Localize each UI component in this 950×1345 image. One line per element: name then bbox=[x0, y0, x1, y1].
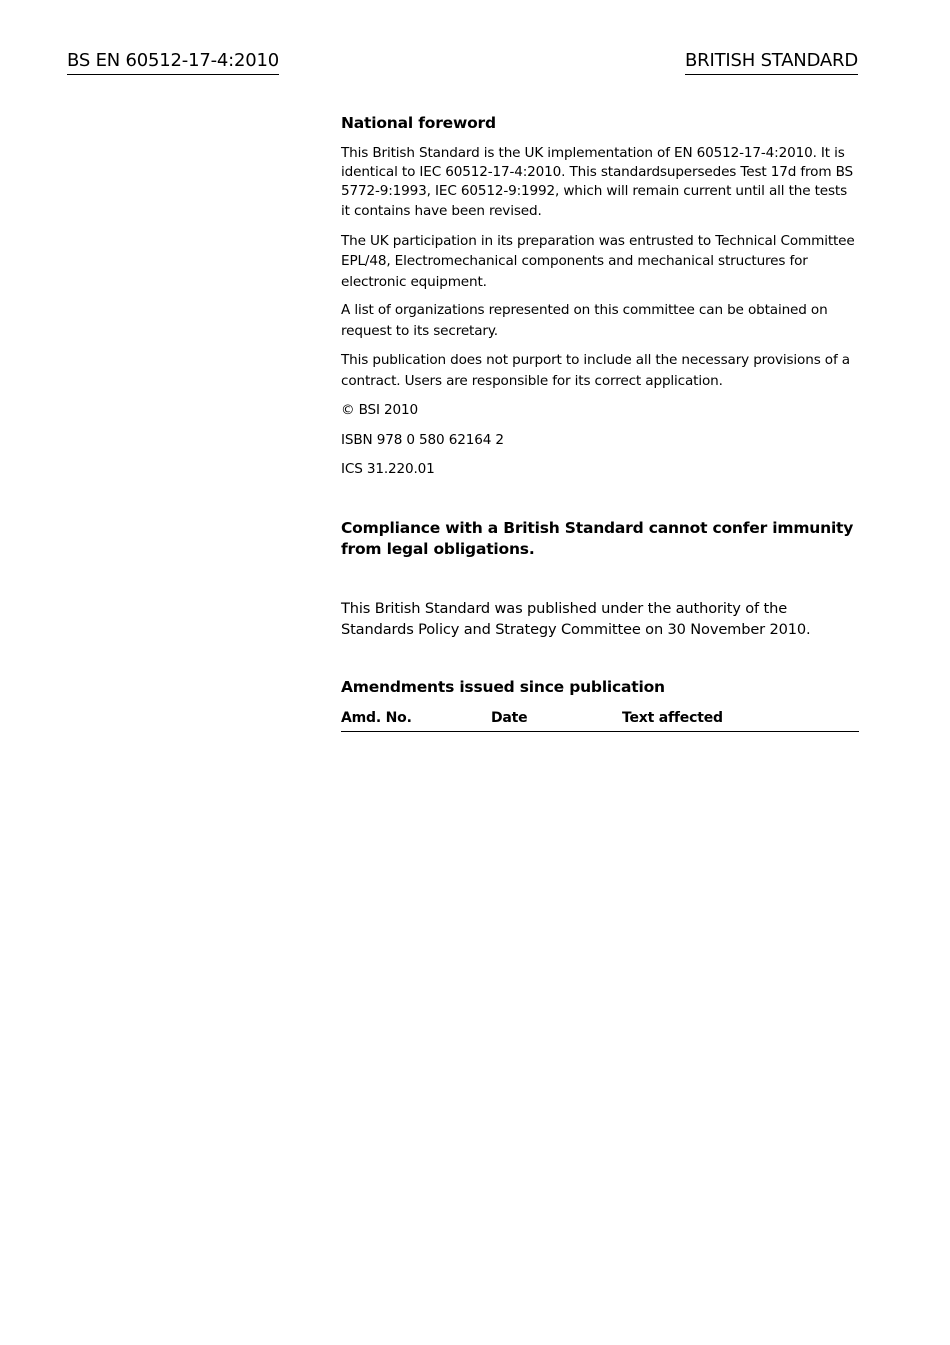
foreword-paragraph-4: This publication does not purport to include all the necessary provisions of a contract. Users are responsible for its correct application. bbox=[341, 352, 850, 389]
foreword-paragraph-2: The UK participation in its preparation was entrusted to Technical Committee EPL/48, Electromechanical components and mechanical structures for electronic equipment. bbox=[341, 232, 855, 290]
compliance-statement: Compliance with a British Standard cannot confer immunity from legal obligations. bbox=[341, 518, 854, 558]
isbn: ISBN 978 0 580 62164 2 bbox=[341, 431, 504, 448]
foreword-paragraph-1: This British Standard is the UK implementation of EN 60512-17-4:2010. It is identical to IEC 60512-17-4:2010. This standardsupersedes Test 17d from BS 5772-9:1993, IEC 60512-9:1992, which will remain current until all the tests it contains have been revised. bbox=[341, 145, 854, 219]
ics-code: ICS 31.220.01 bbox=[341, 461, 435, 478]
column-amd-no: Amd. No. bbox=[341, 709, 412, 726]
amendments-table-header bbox=[341, 707, 859, 732]
publication-note: This British Standard was published under the authority of the Standards Policy and Strategy Committee on 30 November 2010. bbox=[341, 599, 811, 638]
foreword-title: National foreword bbox=[341, 114, 496, 132]
copyright-notice: © BSI 2010 bbox=[341, 402, 419, 419]
column-text-affected: Text affected bbox=[622, 709, 723, 726]
foreword-paragraph-3: A list of organizations represented on this committee can be obtained on request to its secretary. bbox=[341, 302, 828, 339]
amendments-title: Amendments issued since publication bbox=[341, 677, 665, 696]
document-code: BS EN 60512-17-4:2010 bbox=[67, 49, 279, 75]
main-column bbox=[341, 113, 859, 732]
standard-type: BRITISH STANDARD bbox=[685, 49, 858, 75]
column-date: Date bbox=[491, 709, 528, 726]
